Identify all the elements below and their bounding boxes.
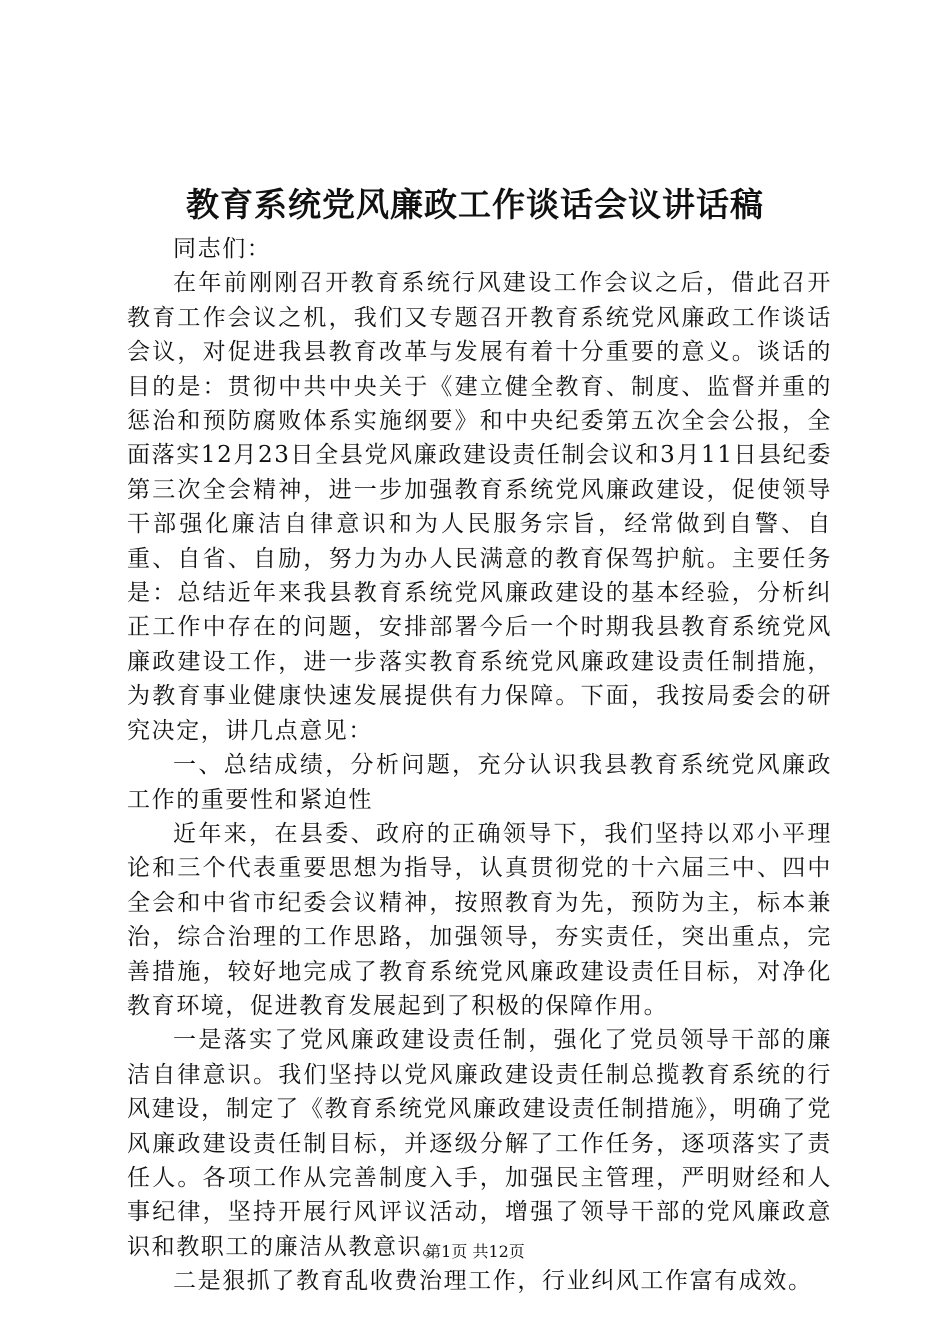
paragraph-point-1: 一是落实了党风廉政建设责任制，强化了党员领导干部的廉洁自律意识。我们坚持以党风廉政建设责任制总揽教育系统的行风建设，制定了《教育系统党风廉政建设责任制措施》，明确了党风廉政建设责任制目标，并逐级分解了工作任务，逐项落实了责任人。各项工作从完善制度入手，加强民主管理，严明财经和人事纪律，坚持开展行风评议活动，增强了领导干部的党风廉政意识和教职工的廉洁从教意识。: [127, 1027, 832, 1260]
paragraph-achievements: 近年来，在县委、政府的正确领导下，我们坚持以邓小平理论和三个代表重要思想为指导，认真贯彻党的十六届三中、四中全会和中省市纪委会议精神，按照教育为先，预防为主，标本兼治，综合治理的工作思路，加强领导，夯实责任，突出重点，完善措施，较好地完成了教育系统党风廉政建设责任目标，对净化教育环境，促进教育发展起到了积极的保障作用。: [127, 820, 832, 1019]
salutation: 同志们：: [173, 236, 272, 262]
section-heading-1: 一、总结成绩，分析问题，充分认识我县教育系统党风廉政工作的重要性和紧迫性: [127, 752, 832, 813]
document-title: 教育系统党风廉政工作谈话会议讲话稿: [186, 185, 764, 224]
paragraph-point-2: 二是狠抓了教育乱收费治理工作，行业纠风工作富有成效。: [173, 1268, 813, 1295]
document-body: [127, 232, 832, 1299]
paragraph-intro: 在年前刚刚召开教育系统行风建设工作会议之后，借此召开教育工作会议之机，我们又专题召开教育系统党风廉政工作谈话会议，对促进我县教育改革与发展有着十分重要的意义。谈话的目的是：贯彻中共中央关于《建立健全教育、制度、监督并重的惩治和预防腐败体系实施纲要》和中央纪委第五次全会公报，全面落实12月23日全县党风廉政建设责任制会议和3月11日县纪委第三次全会精神，进一步加强教育系统党风廉政建设，促使领导干部强化廉洁自律意识和为人民服务宗旨，经常做到自警、自重、自省、自励，努力为办人民满意的教育保驾护航。主要任务是：总结近年来我县教育系统党风廉政建设的基本经验，分析纠正工作中存在的问题，安排部署今后一个时期我县教育系统党风廉政建设工作，进一步落实教育系统党风廉政建设责任制措施，为教育事业健康快速发展提供有力保障。下面，我按局委会的研究决定，讲几点意见：: [127, 270, 832, 744]
page-number-footer: 第1页 共12页: [425, 1242, 525, 1261]
